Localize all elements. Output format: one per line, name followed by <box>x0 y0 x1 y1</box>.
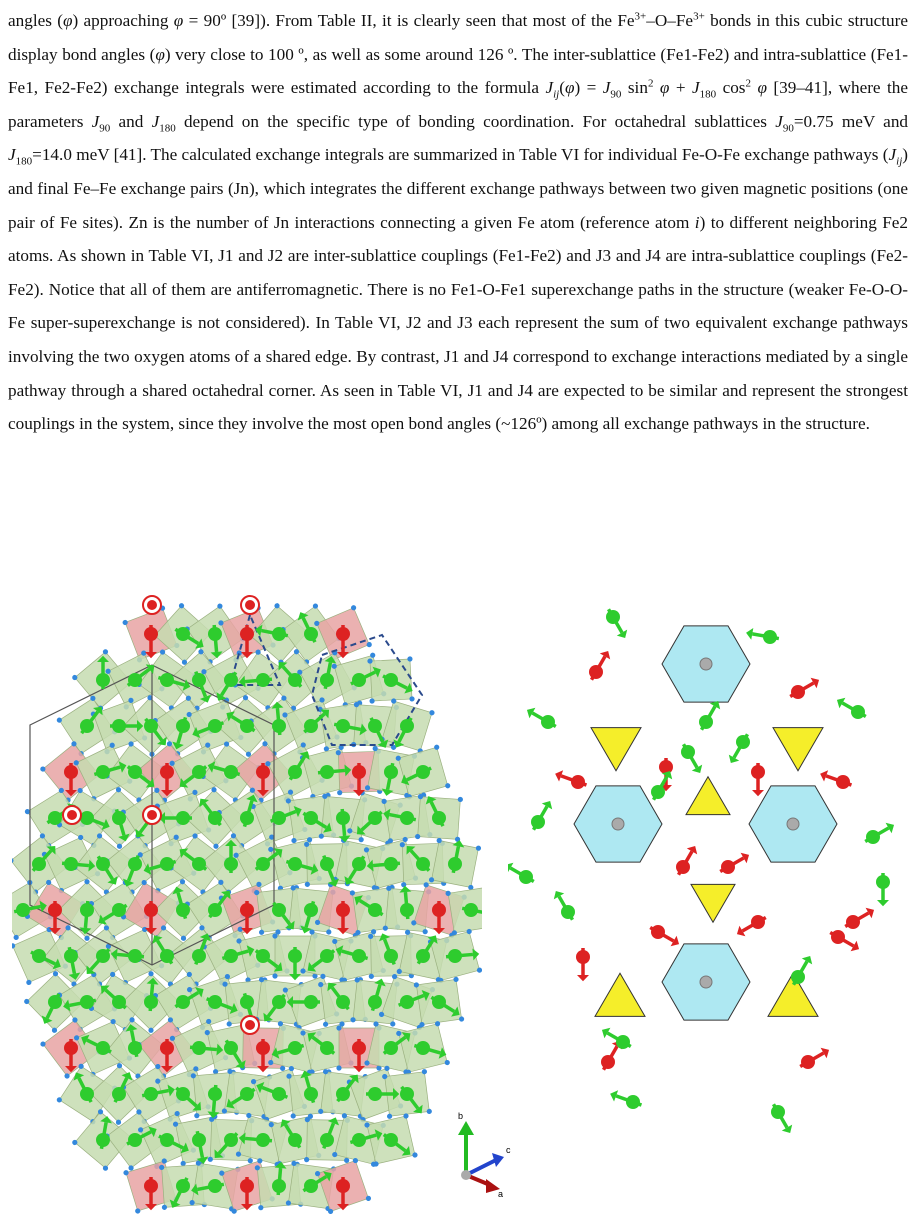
axis-origin <box>461 1170 471 1180</box>
fe-atom <box>320 949 334 963</box>
fe-atom <box>320 1041 334 1055</box>
fe-atom <box>336 1087 350 1101</box>
fe-atom <box>288 1133 302 1147</box>
fe2-triangle <box>595 973 645 1016</box>
fe-atom <box>80 719 94 733</box>
fe-atom <box>368 903 382 917</box>
fe-atom <box>256 1133 270 1147</box>
fe-atom <box>192 765 206 779</box>
fe-atom <box>651 785 665 799</box>
fe-atom <box>128 673 142 687</box>
fe-atom <box>112 811 126 825</box>
fe-atom <box>336 995 350 1009</box>
fe-atom <box>320 673 334 687</box>
fe-atom <box>96 673 110 687</box>
fe-atom <box>256 949 270 963</box>
fe-atom <box>304 811 318 825</box>
fe-atom <box>192 673 206 687</box>
fe-atom <box>48 995 62 1009</box>
b-axis-arrowhead <box>458 1121 474 1135</box>
fe-atom <box>208 1087 222 1101</box>
fe-atom <box>320 857 334 871</box>
spin-out-of-plane-core <box>147 600 157 610</box>
fe-atom <box>224 1133 238 1147</box>
c-axis-label: c <box>506 1145 511 1155</box>
center-atom <box>700 658 712 670</box>
fe-atom <box>320 1133 334 1147</box>
fe-atom <box>96 765 110 779</box>
fe-atom <box>176 811 190 825</box>
fe-atom <box>851 705 865 719</box>
fe-atom <box>176 1087 190 1101</box>
fe-atom <box>368 995 382 1009</box>
crystal-structure-figure <box>12 575 482 1227</box>
fe-atom <box>651 925 665 939</box>
fe-atom <box>272 903 286 917</box>
fe-atom <box>112 1087 126 1101</box>
fe-atom <box>176 995 190 1009</box>
fe-atom <box>240 995 254 1009</box>
fe-atom <box>208 627 222 641</box>
oxygen-atom <box>272 973 277 978</box>
fe-atom <box>288 949 302 963</box>
fe-atom <box>699 715 713 729</box>
fe-atom <box>272 719 286 733</box>
fe-atom <box>192 1041 206 1055</box>
fe-atom <box>616 1035 630 1049</box>
center-atom <box>612 818 624 830</box>
fe-atom <box>160 857 174 871</box>
fe-atom <box>208 903 222 917</box>
fe-atom <box>176 627 190 641</box>
fe-atom <box>160 765 174 779</box>
fe-atom <box>304 903 318 917</box>
fe-atom <box>831 930 845 944</box>
fe-atom <box>866 830 880 844</box>
fe-atom <box>160 1041 174 1055</box>
fe-atom <box>791 970 805 984</box>
fe-atom <box>589 665 603 679</box>
fe-atom <box>240 1087 254 1101</box>
fe-atom <box>64 1041 78 1055</box>
fe-atom <box>751 915 765 929</box>
fe-atom <box>571 775 585 789</box>
fe-atom <box>240 627 254 641</box>
spin-arrowhead <box>877 900 889 906</box>
oxygen-atom <box>272 933 277 938</box>
fe-atom <box>384 1133 398 1147</box>
fe-atom <box>304 627 318 641</box>
fe-atom <box>224 673 238 687</box>
fe-atom <box>846 915 860 929</box>
fe-atom <box>192 949 206 963</box>
fe-atom <box>352 765 366 779</box>
fe-atom <box>272 1087 286 1101</box>
fe-atom <box>352 857 366 871</box>
fe-atom <box>192 1133 206 1147</box>
fe-atom <box>384 949 398 963</box>
fe-atom <box>384 857 398 871</box>
fe-atom <box>304 719 318 733</box>
fe-atom <box>448 857 462 871</box>
oxygen-atom <box>336 1025 341 1030</box>
fe-atom <box>208 811 222 825</box>
spin-arrowhead <box>289 974 301 980</box>
fe-atom <box>801 1055 815 1069</box>
fe-atom <box>144 1087 158 1101</box>
fe-atom <box>626 1095 640 1109</box>
fe-atom <box>288 673 302 687</box>
fe-atom <box>400 903 414 917</box>
fe-atom <box>64 857 78 871</box>
fe-atom <box>601 1055 615 1069</box>
fe-atom <box>531 815 545 829</box>
fe2-triangle <box>773 728 823 771</box>
spin-out-of-plane-core <box>147 810 157 820</box>
fe-atom <box>240 903 254 917</box>
fe-atom <box>384 673 398 687</box>
center-atom <box>787 818 799 830</box>
fe-atom <box>144 995 158 1009</box>
fe-atom <box>64 765 78 779</box>
fe-atom <box>288 857 302 871</box>
fe2-triangle <box>686 777 730 815</box>
fe-atom <box>336 903 350 917</box>
fe-atom <box>771 1105 785 1119</box>
fe-atom <box>368 719 382 733</box>
oxygen-atom <box>336 1065 341 1070</box>
c-axis-arrow <box>466 1160 496 1175</box>
fe-atom <box>384 1041 398 1055</box>
fe-atom <box>836 775 850 789</box>
fe-atom <box>48 811 62 825</box>
fe-atom <box>432 995 446 1009</box>
fe2-triangle <box>691 884 735 922</box>
fe-atom <box>368 811 382 825</box>
fe-atom <box>304 1179 318 1193</box>
fe-atom <box>160 673 174 687</box>
fe-atom <box>48 903 62 917</box>
fe-atom <box>681 745 695 759</box>
fe-atom <box>256 673 270 687</box>
fe-atom <box>416 1041 430 1055</box>
spin-arrangement-figure <box>508 592 908 1229</box>
spin-out-of-plane-core <box>245 600 255 610</box>
fe-atom <box>144 903 158 917</box>
body-paragraph: angles (φ) approaching φ = 90º [39]). From Table II, it is clearly seen that most of the $Fe^{3+}-O-Fe^{3+}$ bonds in this cubic structure display bond angles (φ) very close to 100 º, as well as some around 126 º. The inter-sublattice (Fe1-Fe2) and intra-sublattice (Fe1-Fe1, Fe2-Fe2) exchange integrals were estimated according to the formula $J_{ij}(\varphi) = J_{90}$ $\sin^2 \varphi + J_{180}$ $\cos^2 \varphi$ [39–41], where the parameters $J_{90}$ and $J_{180}$ depend on the specific type of bonding coordination. For octahedral sublattices $J_{90}=0.75$ meV and $J_{180}=14.0$ meV [41]. The calculated exchange integrals are summarized in Table VI for individual Fe-O-Fe exchange pathways $(J_{ij})$ and final Fe–Fe exchange pairs (Jn), which integrates the different exchange pathways between two given magnetic positions (one pair of Fe sites). Zn is the number of Jn interactions connecting a given Fe atom (reference atom i) to different neighboring Fe2 atoms. As shown in Table VI, J1 and J2 are inter-sublattice couplings (Fe1-Fe2) and J3 and J4 are intra-sublattice couplings (Fe2-Fe2). Notice that all of them are antiferromagnetic. There is no Fe1-O-Fe1 superexchange paths in the structure (weaker Fe-O-O-Fe super-superexchange is not considered). In Table VI, J2 and J3 each represent the sum of two equivalent exchange pathways involving the two oxygen atoms of a shared edge. By contrast, J1 and J4 correspond to exchange interactions mediated by a single pathway through a shared octahedral corner. As seen in Table VI, J1 and J4 are expected to be similar and represent the strongest couplings in the system, since they involve the most open bond angles (~126º) among all exchange pathways in the structure. <box>8 10 909 434</box>
fe-atom <box>176 903 190 917</box>
spin-arrowhead <box>577 975 589 981</box>
fe-atom <box>272 1179 286 1193</box>
fe-atom <box>751 765 765 779</box>
fe-atom <box>659 760 673 774</box>
spin-arrowhead <box>752 790 764 796</box>
center-atom <box>700 976 712 988</box>
fe-atom <box>208 719 222 733</box>
fe-atom <box>96 1041 110 1055</box>
fe-atom <box>400 1087 414 1101</box>
fe-atom <box>144 627 158 641</box>
fe-atom <box>464 903 478 917</box>
fe-atom <box>400 995 414 1009</box>
fe-atom <box>676 860 690 874</box>
spin-arrowhead <box>257 1066 269 1072</box>
fe-atom <box>112 995 126 1009</box>
fe-atom <box>224 857 238 871</box>
fe-atom <box>176 719 190 733</box>
fe-atom <box>721 860 735 874</box>
fe-atom <box>272 627 286 641</box>
fe-atom <box>208 1179 222 1193</box>
fe-atom <box>352 949 366 963</box>
fe-atom <box>80 811 94 825</box>
fe-atom <box>763 630 777 644</box>
spin-arrowhead <box>746 628 753 640</box>
fe-atom <box>32 949 46 963</box>
fe-atom <box>432 811 446 825</box>
fe-atom <box>112 903 126 917</box>
fe-atom <box>128 765 142 779</box>
fe-atom <box>224 1041 238 1055</box>
axis-triad <box>444 1105 524 1197</box>
fe-atom <box>64 949 78 963</box>
fe-atom <box>561 905 575 919</box>
fe-atom <box>352 1133 366 1147</box>
fe-atom <box>384 765 398 779</box>
fe-atom <box>519 870 533 884</box>
fe-atom <box>876 875 890 889</box>
fe-atom <box>240 719 254 733</box>
spin-out-of-plane-core <box>245 1020 255 1030</box>
fe-atom <box>144 1179 158 1193</box>
fe-atom <box>240 1179 254 1193</box>
fe-atom <box>160 1133 174 1147</box>
fe-atom <box>541 715 555 729</box>
fe-atom <box>368 1087 382 1101</box>
fe-atom <box>80 995 94 1009</box>
fe-atom <box>304 1087 318 1101</box>
fe-atom <box>240 811 254 825</box>
fe-atom <box>256 765 270 779</box>
fe-atom <box>288 1041 302 1055</box>
fe-atom <box>128 1133 142 1147</box>
fe-atom <box>128 857 142 871</box>
fe-atom <box>448 949 462 963</box>
fe-atom <box>16 903 30 917</box>
fe-atom <box>96 949 110 963</box>
fe-atom <box>256 857 270 871</box>
fe-atom <box>336 811 350 825</box>
fe-atom <box>256 1041 270 1055</box>
fe-atom <box>272 811 286 825</box>
fe-atom <box>336 719 350 733</box>
fe-atom <box>96 1133 110 1147</box>
fe-atom <box>192 857 206 871</box>
fe-atom <box>400 719 414 733</box>
fe-atom <box>416 949 430 963</box>
fe-atom <box>336 627 350 641</box>
fe-atom <box>32 857 46 871</box>
fe2-triangle <box>591 728 641 771</box>
fe-atom <box>272 995 286 1009</box>
fe-atom <box>416 765 430 779</box>
fe-atom <box>576 950 590 964</box>
fe-atom <box>400 811 414 825</box>
fe-atom <box>352 1041 366 1055</box>
fe-atom <box>416 857 430 871</box>
fe-atom <box>432 903 446 917</box>
fe-atom <box>304 995 318 1009</box>
fe-atom <box>96 857 110 871</box>
fe-atom <box>80 903 94 917</box>
fe-atom <box>224 765 238 779</box>
fe-atom <box>80 1087 94 1101</box>
spin-arrowhead <box>353 1066 365 1072</box>
fe-atom <box>112 719 126 733</box>
fe-atom <box>176 1179 190 1193</box>
fe-atom <box>320 765 334 779</box>
fe-atom <box>352 673 366 687</box>
fe-atom <box>128 949 142 963</box>
fe-atom <box>128 1041 142 1055</box>
fe-atom <box>144 719 158 733</box>
a-axis-label: a <box>498 1189 504 1197</box>
fe-atom <box>736 735 750 749</box>
fe-atom <box>160 949 174 963</box>
fe-atom <box>288 765 302 779</box>
fe-atom <box>224 949 238 963</box>
fe-atom <box>791 685 805 699</box>
fe-atom <box>336 1179 350 1193</box>
fe-atom <box>208 995 222 1009</box>
fe-atom <box>606 610 620 624</box>
spin-out-of-plane-core <box>67 810 77 820</box>
b-axis-label: b <box>458 1111 464 1121</box>
